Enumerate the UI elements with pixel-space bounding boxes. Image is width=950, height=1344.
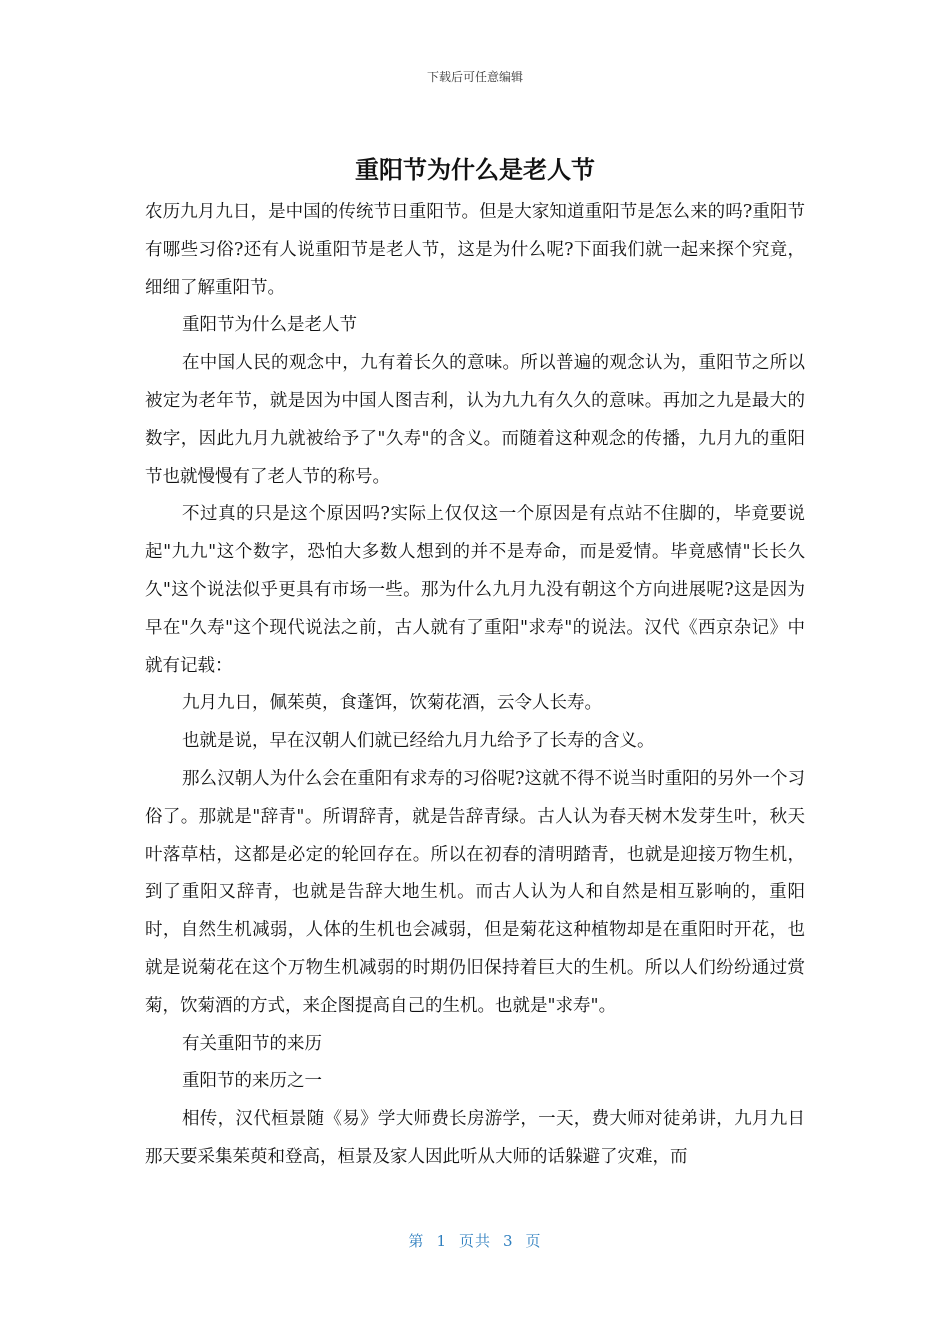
- paragraph-subheading-origin: 有关重阳节的来历: [182, 1033, 322, 1054]
- paragraph-quote: 九月九日，佩茱萸，食蓬饵，饮菊花酒，云令人长寿。: [182, 693, 602, 714]
- paragraph-nine-meaning: 在中国人民的观念中，九有着长久的意味。所以普遍的观念认为，重阳节之所以被定为老年节，就是因为中国人图吉利，认为九九有久久的意味。再加之九是最大的数字，因此九月九就被给予了"久寿"的含义。而随着这种观念的传播，九月九的重阳节也就慢慢有了老人节的称号。: [145, 353, 805, 487]
- page-prefix: 第: [408, 1232, 425, 1250]
- paragraph-han-dynasty: 也就是说，早在汉朝人们就已经给九月九给予了长寿的含义。: [182, 731, 655, 752]
- paragraph-subheading-why-elderly: 重阳节为什么是老人节: [182, 315, 357, 336]
- paragraph-intro: 农历九月九日，是中国的传统节日重阳节。但是大家知道重阳节是怎么来的吗?重阳节有哪些习俗?还有人说重阳节是老人节，这是为什么呢?下面我们就一起来探个究竟，细细了解重阳节。: [145, 202, 805, 298]
- page-current: 1: [436, 1232, 447, 1250]
- page-suffix: 页: [525, 1232, 542, 1250]
- paragraph-ciqing: 那么汉朝人为什么会在重阳有求寿的习俗呢?这就不得不说当时重阳的另外一个习俗了。那就是"辞青"。所谓辞青，就是告辞青绿。古人认为春天树木发芽生叶，秋天叶落草枯，这都是必定的轮回存在。所以在初春的清明踏青，也就是迎接万物生机，到了重阳又辞青，也就是告辞大地生机。而古人认为人和自然是相互影响的，重阳时，自然生机减弱，人体的生机也会减弱，但是菊花这种植物却是在重阳时开花，也就是说菊花在这个万物生机减弱的时期仍旧保持着巨大的生机。所以人们纷纷通过赏菊，饮菊酒的方式，来企图提高自己的生机。也就是"求寿"。: [145, 768, 805, 1016]
- paragraph-real-reason: 不过真的只是这个原因吗?实际上仅仅这一个原因是有点站不住脚的，毕竟要说起"九九"这个数字，恐怕大多数人想到的并不是寿命，而是爱情。毕竟感情"长长久久"这个说法似乎更具有市场一些。那为什么九月九没有朝这个方向进展呢?这是因为早在"久寿"这个现代说法之前，古人就有了重阳"求寿"的说法。汉代《西京杂记》中就有记载：: [145, 504, 805, 676]
- paragraph-subheading-origin-one: 重阳节的来历之一: [182, 1071, 322, 1092]
- document-body: [145, 194, 805, 1177]
- header-note: 下载后可任意编辑: [426, 70, 523, 84]
- page-footer: [0, 1230, 950, 1251]
- page-middle: 页共: [458, 1232, 491, 1250]
- page-total: 3: [503, 1232, 514, 1250]
- paragraph-legend: 相传，汉代桓景随《易》学大师费长房游学，一天，费大师对徒弟讲，九月九日那天要采集茱萸和登高，桓景及家人因此听从大师的话躲避了灾难，而: [145, 1109, 805, 1167]
- document-title: 重阳节为什么是老人节: [355, 156, 595, 184]
